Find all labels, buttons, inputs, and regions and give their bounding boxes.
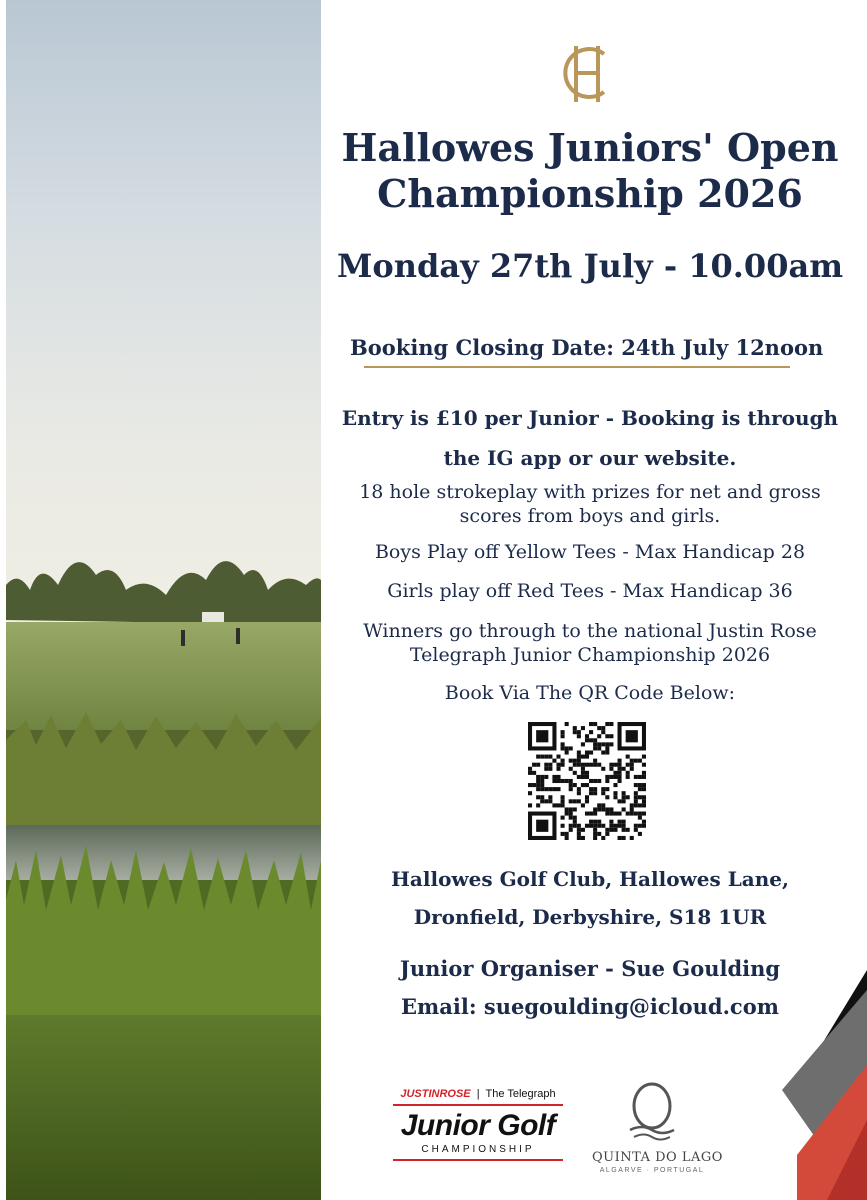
red-rule-bottom: [393, 1159, 563, 1161]
format-line-2: scores from boys and girls.: [459, 505, 721, 527]
address-line-2: Dronfield, Derbyshire, S18 1UR: [413, 905, 767, 929]
entry-line-2: the IG app or our website.: [443, 446, 737, 470]
booking-closing-date: Booking Closing Date: 24th July 12noon: [350, 335, 824, 360]
qr-prompt: Book Via The QR Code Below:: [444, 682, 736, 704]
venue-address: [330, 860, 850, 936]
booking-qr-code[interactable]: [528, 722, 646, 840]
winners-line-2: Telegraph Junior Championship 2026: [409, 644, 771, 666]
organiser-email[interactable]: Email: suegoulding@icloud.com: [401, 994, 779, 1019]
justin-rose-wordmark: JUSTINROSE: [400, 1088, 471, 1100]
winners-info: [330, 619, 850, 667]
winners-line-1: Winners go through to the national Justin Rose: [363, 620, 817, 642]
red-rule: [393, 1104, 563, 1106]
club-monogram-logo: [552, 36, 622, 110]
event-datetime: Monday 27th July - 10.00am: [336, 247, 844, 285]
entry-info: [330, 398, 850, 478]
title-line-1: Hallowes Juniors' Open: [341, 125, 839, 170]
quinta-q-icon: [622, 1080, 682, 1142]
format-line-1: 18 hole strokeplay with prizes for net and gross: [359, 481, 821, 503]
quinta-do-lago-location: ALGARVE · PORTUGAL: [599, 1167, 705, 1174]
event-title: [330, 125, 850, 217]
championship-wordmark: CHAMPIONSHIP: [421, 1144, 535, 1155]
sponsor-names: JUSTINROSE | The Telegraph: [400, 1088, 556, 1100]
organiser-contact: [330, 950, 850, 1026]
boys-tees-info: Boys Play off Yellow Tees - Max Handicap 28: [374, 541, 806, 563]
decorative-corner-shapes: [777, 970, 867, 1200]
quinta-do-lago-logo: [592, 1080, 723, 1174]
telegraph-wordmark: The Telegraph: [485, 1088, 556, 1100]
format-info: [330, 480, 850, 528]
entry-line-1: Entry is £10 per Junior - Booking is through: [341, 406, 839, 430]
address-line-1: Hallowes Golf Club, Hallowes Lane,: [391, 867, 789, 891]
organiser-name: Junior Organiser - Sue Goulding: [399, 956, 781, 981]
golf-course-photo: [6, 0, 321, 1200]
quinta-do-lago-name: QUINTA DO LAGO: [592, 1150, 723, 1165]
girls-tees-info: Girls play off Red Tees - Max Handicap 36: [387, 580, 793, 602]
junior-golf-wordmark: Junior Golf: [400, 1109, 556, 1142]
gold-underline: [364, 366, 790, 368]
justin-rose-junior-golf-logo: [393, 1088, 563, 1161]
title-line-2: Championship 2026: [377, 171, 803, 216]
